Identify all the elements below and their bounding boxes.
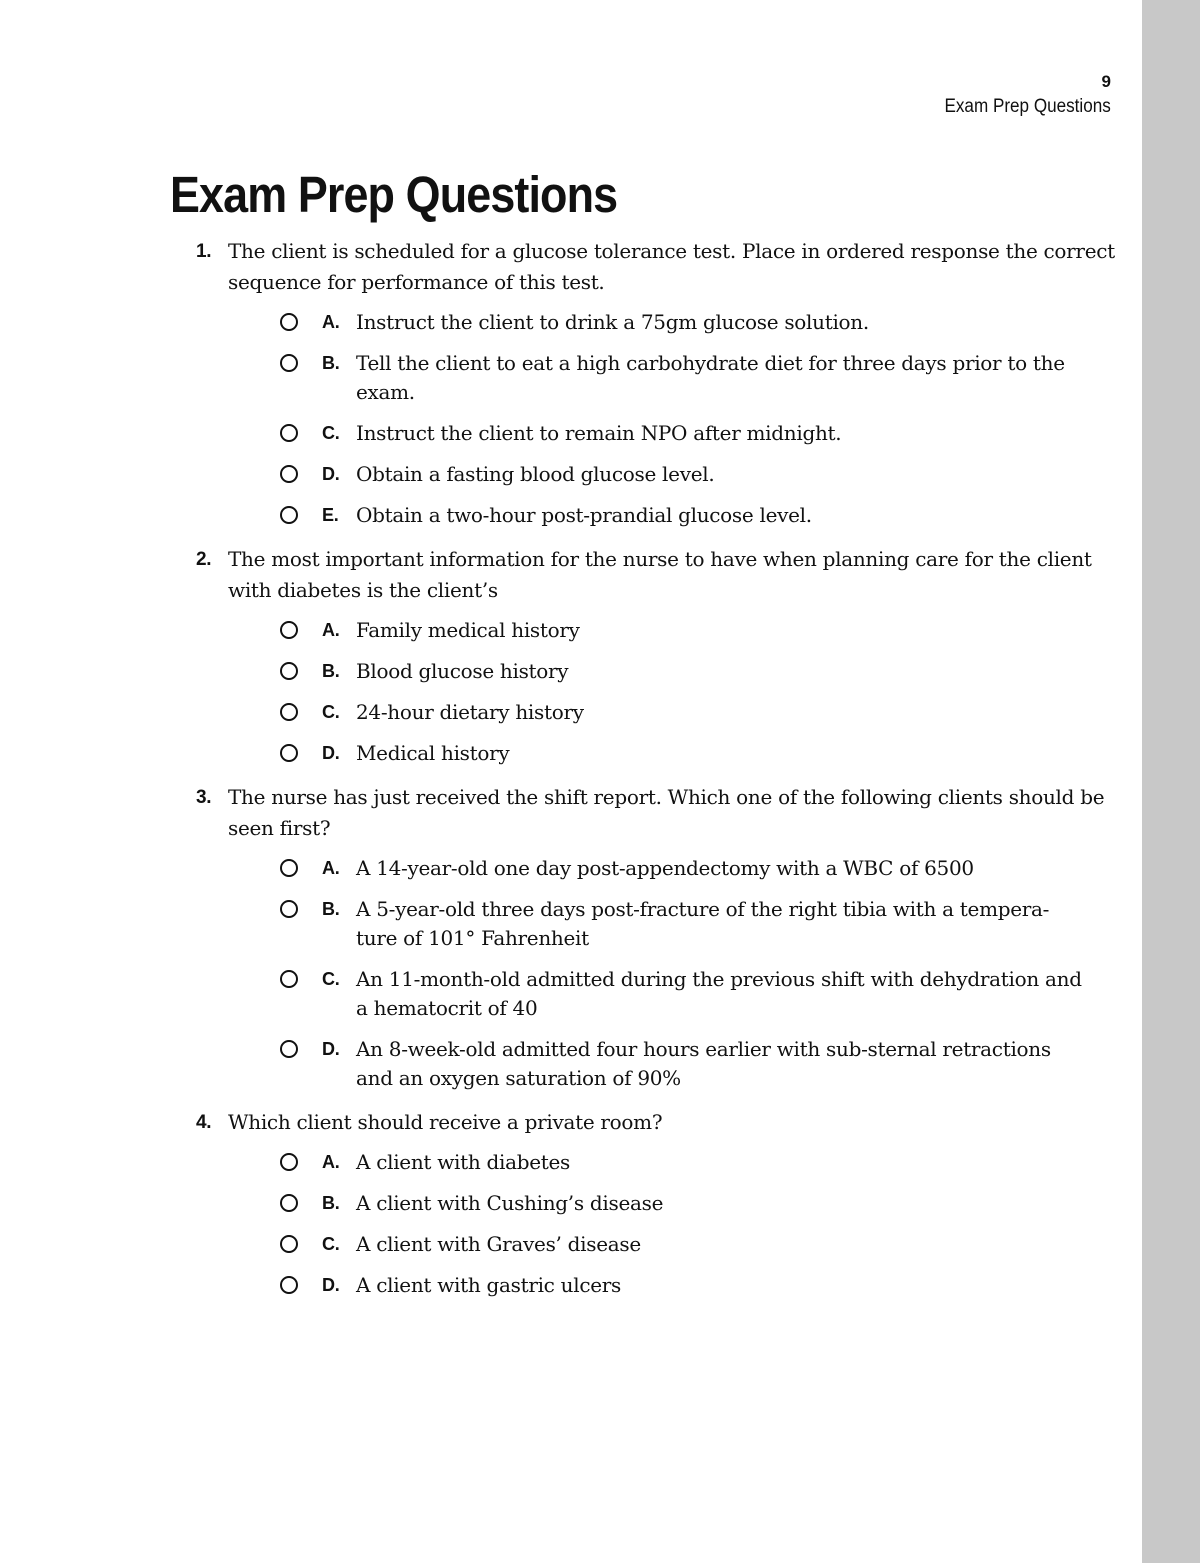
answer-option-c[interactable] bbox=[170, 419, 1115, 448]
option-text: A client with diabetes bbox=[356, 1150, 570, 1174]
option-text: A client with Graves’ disease bbox=[356, 1232, 641, 1256]
radio-button-icon[interactable] bbox=[280, 621, 298, 639]
page-side-band bbox=[1142, 0, 1200, 1563]
option-letter: E. bbox=[322, 505, 339, 525]
option-letter: B. bbox=[322, 1193, 340, 1213]
answer-option-b[interactable] bbox=[170, 657, 1115, 686]
answer-option-b[interactable] bbox=[170, 1189, 1115, 1218]
option-text: A client with gastric ulcers bbox=[356, 1273, 621, 1297]
answer-option-a[interactable] bbox=[170, 854, 1115, 883]
option-text: Medical history bbox=[356, 741, 510, 765]
option-text: Obtain a fasting blood glucose level. bbox=[356, 462, 715, 486]
running-header bbox=[926, 70, 1111, 120]
option-letter: A. bbox=[322, 312, 340, 332]
running-title: Exam Prep Questions bbox=[944, 96, 1111, 117]
radio-button-icon[interactable] bbox=[280, 970, 298, 988]
radio-button-icon[interactable] bbox=[280, 424, 298, 442]
radio-button-icon[interactable] bbox=[280, 662, 298, 680]
radio-button-icon[interactable] bbox=[280, 900, 298, 918]
question-text: The nurse has just received the shift report. Which one of the following clients should be seen first? bbox=[228, 785, 1105, 840]
answer-option-a[interactable] bbox=[170, 1148, 1115, 1177]
answer-option-a[interactable] bbox=[170, 616, 1115, 645]
option-letter: C. bbox=[322, 1234, 340, 1254]
answer-option-c[interactable] bbox=[170, 698, 1115, 727]
option-letter: B. bbox=[322, 353, 340, 373]
answer-options bbox=[170, 308, 1115, 530]
radio-button-icon[interactable] bbox=[280, 465, 298, 483]
answer-option-d[interactable] bbox=[170, 460, 1115, 489]
option-text: Family medical history bbox=[356, 618, 580, 642]
option-text: 24-hour dietary history bbox=[356, 700, 584, 724]
answer-options bbox=[170, 1148, 1115, 1300]
question-4 bbox=[170, 1107, 1115, 1300]
answer-option-b[interactable] bbox=[170, 349, 1115, 407]
radio-button-icon[interactable] bbox=[280, 506, 298, 524]
question-number: 1. bbox=[196, 241, 212, 262]
option-text: Instruct the client to drink a 75gm glucose solution. bbox=[356, 310, 869, 334]
question-3 bbox=[170, 782, 1115, 1093]
option-letter: A. bbox=[322, 620, 340, 640]
question-2 bbox=[170, 544, 1115, 768]
option-letter: D. bbox=[322, 1039, 340, 1059]
answer-option-c[interactable] bbox=[170, 1230, 1115, 1259]
radio-button-icon[interactable] bbox=[280, 1276, 298, 1294]
answer-option-b[interactable] bbox=[170, 895, 1115, 953]
radio-button-icon[interactable] bbox=[280, 313, 298, 331]
answer-option-e[interactable] bbox=[170, 501, 1115, 530]
page-title: Exam Prep Questions bbox=[170, 166, 618, 223]
option-letter: D. bbox=[322, 1275, 340, 1295]
page-number: 9 bbox=[1101, 72, 1111, 91]
radio-button-icon[interactable] bbox=[280, 1040, 298, 1058]
question-text: The most important information for the nurse to have when planning care for the client with diabetes is the client’s bbox=[228, 547, 1092, 602]
option-text: Instruct the client to remain NPO after midnight. bbox=[356, 421, 842, 445]
radio-button-icon[interactable] bbox=[280, 1235, 298, 1253]
option-text: Tell the client to eat a high carbohydrate diet for three days prior to the exam. bbox=[356, 351, 1065, 404]
question-1 bbox=[170, 236, 1115, 530]
radio-button-icon[interactable] bbox=[280, 703, 298, 721]
option-letter: A. bbox=[322, 858, 340, 878]
option-letter: C. bbox=[322, 423, 340, 443]
question-number: 3. bbox=[196, 787, 212, 808]
answer-option-c[interactable] bbox=[170, 965, 1115, 1023]
radio-button-icon[interactable] bbox=[280, 859, 298, 877]
option-text: A 5-year-old three days post-fracture of the right tibia with a tempera-ture of 101° Fahrenheit bbox=[356, 897, 1050, 950]
option-letter: A. bbox=[322, 1152, 340, 1172]
radio-button-icon[interactable] bbox=[280, 744, 298, 762]
answer-option-a[interactable] bbox=[170, 308, 1115, 337]
option-letter: D. bbox=[322, 464, 340, 484]
option-letter: C. bbox=[322, 702, 340, 722]
option-text: An 8-week-old admitted four hours earlier with sub-sternal retractions and an oxygen saturation of 90% bbox=[356, 1037, 1051, 1090]
option-letter: D. bbox=[322, 743, 340, 763]
answer-option-d[interactable] bbox=[170, 1035, 1115, 1093]
option-text: Obtain a two-hour post-prandial glucose level. bbox=[356, 503, 812, 527]
answer-option-d[interactable] bbox=[170, 1271, 1115, 1300]
answer-options bbox=[170, 854, 1115, 1093]
radio-button-icon[interactable] bbox=[280, 354, 298, 372]
question-list bbox=[170, 236, 1115, 1314]
radio-button-icon[interactable] bbox=[280, 1153, 298, 1171]
option-letter: B. bbox=[322, 661, 340, 681]
option-text: Blood glucose history bbox=[356, 659, 569, 683]
question-number: 2. bbox=[196, 549, 212, 570]
answer-options bbox=[170, 616, 1115, 768]
question-text: Which client should receive a private room? bbox=[228, 1110, 663, 1134]
option-letter: B. bbox=[322, 899, 340, 919]
option-letter: C. bbox=[322, 969, 340, 989]
question-number: 4. bbox=[196, 1112, 212, 1133]
option-text: An 11-month-old admitted during the previous shift with dehydration and a hematocrit of 40 bbox=[356, 967, 1082, 1020]
option-text: A client with Cushing’s disease bbox=[356, 1191, 664, 1215]
answer-option-d[interactable] bbox=[170, 739, 1115, 768]
question-text: The client is scheduled for a glucose tolerance test. Place in ordered response the correct sequence for performance of this test. bbox=[228, 239, 1115, 294]
radio-button-icon[interactable] bbox=[280, 1194, 298, 1212]
option-text: A 14-year-old one day post-appendectomy with a WBC of 6500 bbox=[356, 856, 974, 880]
